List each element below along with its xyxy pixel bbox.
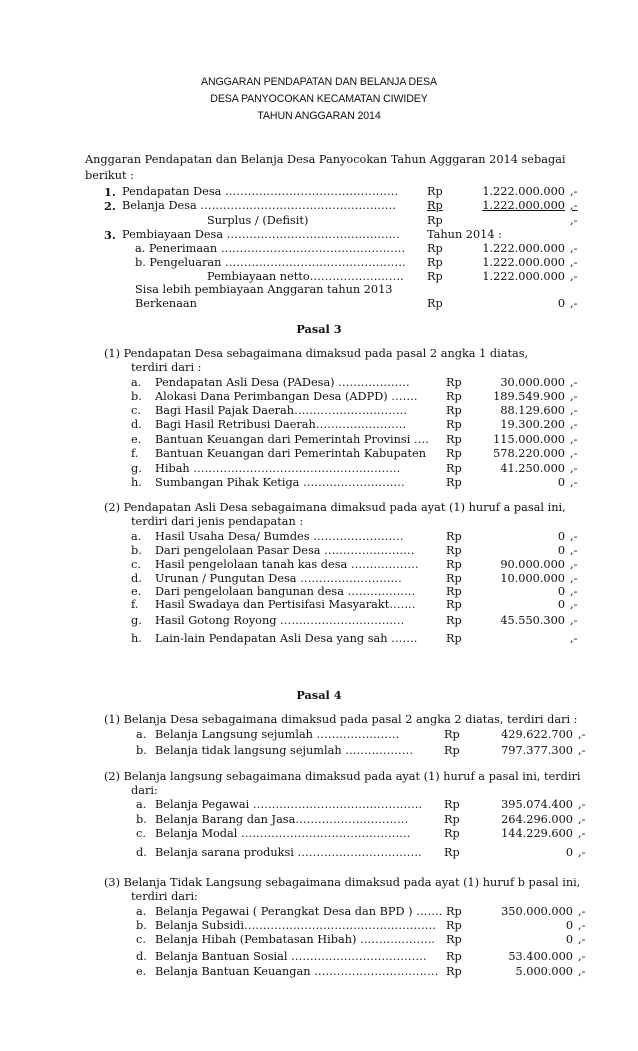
- currency-label: Rp: [446, 447, 462, 460]
- item-letter: h.: [131, 476, 142, 489]
- currency-label: Rp: [446, 933, 462, 946]
- amount: 429.622.700: [501, 728, 573, 741]
- amount: 45.550.300: [500, 614, 565, 627]
- paragraph-line: terdiri dari :: [131, 361, 202, 374]
- summary-label: Berkenaan: [135, 297, 197, 310]
- amount: 88.129.600: [500, 404, 565, 417]
- currency-label: Rp: [446, 530, 462, 543]
- amount: 53.400.000: [508, 950, 573, 963]
- summary-label: a. Penerimaan ………………………………………….: [135, 242, 406, 255]
- amount-suffix: ,-: [578, 846, 586, 859]
- item-label: Belanja Bantuan Keuangan ……………………………: [155, 965, 439, 978]
- item-letter: c.: [131, 558, 141, 571]
- item-label: Belanja Bantuan Sosial ………………………………: [155, 950, 427, 963]
- currency-label: Rp: [446, 614, 462, 627]
- currency-label: Rp: [427, 199, 443, 212]
- currency-label: Rp: [446, 418, 462, 431]
- currency-label: Rp: [444, 827, 460, 840]
- amount: 1.222.000.000: [482, 270, 565, 283]
- amount-suffix: ,-: [570, 418, 578, 431]
- amount: 0: [557, 530, 565, 543]
- amount: 0: [557, 585, 565, 598]
- item-letter: d.: [131, 418, 142, 431]
- summary-label: Sisa lebih pembiayaan Anggaran tahun 2013: [135, 283, 393, 296]
- item-label: Belanja Pegawai ………………………………………: [155, 798, 423, 811]
- item-label: Pendapatan Asli Desa (PADesa) ……………….: [155, 376, 410, 389]
- item-letter: g.: [131, 462, 142, 475]
- currency-label: Rp: [446, 919, 462, 932]
- currency-label: Rp: [446, 404, 462, 417]
- amount-suffix: ,-: [570, 558, 578, 571]
- currency-label: Rp: [427, 214, 443, 227]
- amount-suffix: ,-: [570, 544, 578, 557]
- intro-line1: Anggaran Pendapatan dan Belanja Desa Panyocokan Tahun Agggaran 2014 sebagai: [85, 153, 566, 166]
- amount-suffix: ,-: [570, 598, 578, 611]
- summary-label: Pembiayaan netto…………………….: [207, 270, 404, 283]
- amount: 0: [557, 297, 565, 310]
- amount-suffix: ,-: [570, 632, 578, 645]
- paragraph-line: (2) Belanja langsung sebagaimana dimaksud pada ayat (1) huruf a pasal ini, terdiri: [104, 770, 581, 783]
- summary-number: 3.: [104, 228, 116, 242]
- amount-suffix: ,-: [578, 744, 586, 757]
- amount-suffix: ,-: [570, 214, 578, 227]
- currency-label: Rp: [427, 185, 443, 198]
- currency-label: Rp: [444, 846, 460, 859]
- currency-label: Rp: [446, 905, 462, 918]
- amount-suffix: ,-: [578, 919, 586, 932]
- amount: 0: [557, 544, 565, 557]
- currency-label: Rp: [446, 390, 462, 403]
- amount: 90.000.000: [500, 558, 565, 571]
- currency-label: Rp: [446, 598, 462, 611]
- amount-suffix: ,-: [570, 462, 578, 475]
- amount: 19.300.200: [500, 418, 565, 431]
- item-letter: d.: [136, 950, 147, 963]
- currency-label: Rp: [444, 728, 460, 741]
- doc-title-line2: DESA PANYOCOKAN KECAMATAN CIWIDEY: [210, 93, 428, 105]
- item-label: Lain-lain Pendapatan Asli Desa yang sah …….: [155, 632, 418, 645]
- amount: 1.222.000.000: [482, 199, 565, 212]
- amount-suffix: ,-: [578, 905, 586, 918]
- currency-label: Rp: [444, 744, 460, 757]
- summary-label: Pendapatan Desa ……………………………………….: [122, 185, 399, 198]
- amount-suffix: ,-: [570, 572, 578, 585]
- intro-line2: berikut :: [85, 169, 134, 182]
- amount: 41.250.000: [500, 462, 565, 475]
- item-letter: a.: [136, 798, 147, 811]
- amount: 578.220.000: [493, 447, 565, 460]
- item-label: Bagi Hasil Pajak Daerah…………………………: [155, 404, 408, 417]
- item-label: Belanja Langsung sejumlah ………………….: [155, 728, 400, 741]
- amount: 0: [557, 598, 565, 611]
- item-letter: e.: [131, 433, 142, 446]
- amount: 1.222.000.000: [482, 242, 565, 255]
- item-letter: a.: [136, 728, 147, 741]
- item-letter: c.: [136, 933, 146, 946]
- item-label: Belanja sarana produksi ……………………………: [155, 846, 422, 859]
- amount: 395.074.400: [501, 798, 573, 811]
- item-label: Hasil Swadaya dan Pertisifasi Masyarakt…….: [155, 598, 416, 611]
- currency-label: Rp: [446, 572, 462, 585]
- currency-label: Rp: [427, 242, 443, 255]
- paragraph-line: terdiri dari jenis pendapatan :: [131, 515, 304, 528]
- item-label: Hasil Usaha Desa/ Bumdes ……………………: [155, 530, 404, 543]
- item-label: Dari pengelolaan bangunan desa ………………: [155, 585, 416, 598]
- currency-label: Rp: [446, 558, 462, 571]
- doc-title-line3: TAHUN ANGGARAN 2014: [257, 110, 381, 122]
- currency-label: Rp: [446, 585, 462, 598]
- item-label: Hibah ……………………………………………….: [155, 462, 401, 475]
- currency-label: Rp: [444, 798, 460, 811]
- item-letter: e.: [131, 585, 142, 598]
- item-label: Belanja Modal ………………………………………: [155, 827, 411, 840]
- currency-label: Rp: [446, 433, 462, 446]
- item-label: Bagi Hasil Retribusi Daerah……………………: [155, 418, 407, 431]
- amount-suffix: ,-: [570, 270, 578, 283]
- amount: 1.222.000.000: [482, 185, 565, 198]
- item-label: Hasil pengelolaan tanah kas desa ………………: [155, 558, 419, 571]
- amount: 350.000.000: [501, 905, 573, 918]
- item-letter: g.: [131, 614, 142, 627]
- currency-label: Rp: [446, 950, 462, 963]
- paragraph-line: terdiri dari:: [131, 890, 198, 903]
- item-label: Hasil Gotong Royong ……………………………: [155, 614, 405, 627]
- currency-label: Rp: [427, 270, 443, 283]
- amount-suffix: ,-: [570, 297, 578, 310]
- amount-suffix: ,-: [570, 433, 578, 446]
- amount-suffix: ,-: [570, 242, 578, 255]
- item-letter: b.: [136, 813, 147, 826]
- paragraph-line: (1) Pendapatan Desa sebagaimana dimaksud pada pasal 2 angka 1 diatas,: [104, 347, 529, 360]
- amount-suffix: ,-: [578, 965, 586, 978]
- item-label: Dari pengelolaan Pasar Desa ……………………: [155, 544, 415, 557]
- amount-suffix: ,-: [570, 447, 578, 460]
- summary-label: Pembiayaan Desa ……………………………………….: [122, 228, 400, 241]
- amount: 0: [565, 933, 573, 946]
- amount: 0: [557, 476, 565, 489]
- summary-number: 1.: [104, 185, 116, 199]
- item-letter: d.: [131, 572, 142, 585]
- amount-suffix: ,-: [578, 950, 586, 963]
- item-letter: b.: [131, 390, 142, 403]
- currency-label: Rp: [446, 544, 462, 557]
- item-letter: b.: [136, 744, 147, 757]
- amount-suffix: ,-: [570, 376, 578, 389]
- item-label: Urunan / Pungutan Desa ………………………: [155, 572, 402, 585]
- amount-suffix: ,-: [570, 390, 578, 403]
- currency-label: Rp: [444, 813, 460, 826]
- amount: 5.000.000: [515, 965, 573, 978]
- item-label: Bantuan Keuangan dari Pemerintah Provinsi ….: [155, 433, 429, 446]
- amount: 1.222.000.000: [482, 256, 565, 269]
- paragraph-line: (1) Belanja Desa sebagaimana dimaksud pada pasal 2 angka 2 diatas, terdiri dari :: [104, 713, 578, 726]
- summary-label: b. Pengeluaran …………………………………………: [135, 256, 406, 269]
- amount: 30.000.000: [500, 376, 565, 389]
- currency-label: Rp: [427, 297, 443, 310]
- amount: 10.000.000: [500, 572, 565, 585]
- amount-suffix: ,-: [570, 585, 578, 598]
- item-letter: h.: [131, 632, 142, 645]
- item-label: Alokasi Dana Perimbangan Desa (ADPD) …….: [155, 390, 418, 403]
- amount-suffix: ,-: [578, 813, 586, 826]
- item-letter: a.: [136, 905, 147, 918]
- amount-suffix: ,-: [578, 728, 586, 741]
- amount: 144.229.600: [501, 827, 573, 840]
- item-letter: f.: [131, 447, 139, 460]
- amount: 264.296.000: [501, 813, 573, 826]
- item-label: Belanja Hibah (Pembatasan Hibah) ………………..: [155, 933, 435, 946]
- summary-label: Belanja Desa …………………………………………….: [122, 199, 396, 212]
- amount: 0: [565, 919, 573, 932]
- item-label: Belanja Subsidi……………………………………………: [155, 919, 436, 932]
- item-letter: b.: [131, 544, 142, 557]
- currency-label: Rp: [446, 476, 462, 489]
- amount-suffix: ,-: [570, 256, 578, 269]
- item-letter: c.: [131, 404, 141, 417]
- item-label: Sumbangan Pihak Ketiga ………………………: [155, 476, 405, 489]
- currency-label: Rp: [446, 632, 462, 645]
- item-letter: c.: [136, 827, 146, 840]
- summary-number: 2.: [104, 199, 116, 213]
- section-title: Pasal 3: [296, 322, 342, 336]
- item-label: Belanja Pegawai ( Perangkat Desa dan BPD ) …….: [155, 905, 443, 918]
- item-label: Belanja Barang dan Jasa…………………………: [155, 813, 409, 826]
- item-letter: b.: [136, 919, 147, 932]
- amount: 115.000.000: [493, 433, 565, 446]
- amount-suffix: ,-: [578, 933, 586, 946]
- fiscal-year: Tahun 2014 :: [427, 228, 502, 241]
- amount-suffix: ,-: [570, 185, 578, 198]
- item-label: Belanja tidak langsung sejumlah ………………: [155, 744, 413, 757]
- item-letter: f.: [131, 598, 139, 611]
- section-title: Pasal 4: [296, 688, 342, 702]
- amount-suffix: ,-: [570, 530, 578, 543]
- currency-label: Rp: [446, 965, 462, 978]
- currency-label: Rp: [446, 462, 462, 475]
- summary-label: Surplus / (Defisit): [207, 214, 309, 227]
- doc-title-line1: ANGGARAN PENDAPATAN DAN BELANJA DESA: [201, 76, 437, 88]
- amount-suffix: ,-: [570, 199, 578, 212]
- paragraph-line: (3) Belanja Tidak Langsung sebagaimana dimaksud pada ayat (1) huruf b pasal ini,: [104, 876, 581, 889]
- amount-suffix: ,-: [570, 476, 578, 489]
- paragraph-line: (2) Pendapatan Asli Desa sebagaimana dimaksud pada ayat (1) huruf a pasal ini,: [104, 501, 566, 514]
- item-letter: a.: [131, 530, 142, 543]
- item-letter: a.: [131, 376, 142, 389]
- amount: 0: [565, 846, 573, 859]
- amount-suffix: ,-: [570, 404, 578, 417]
- amount-suffix: ,-: [578, 827, 586, 840]
- amount-suffix: ,-: [578, 798, 586, 811]
- currency-label: Rp: [446, 376, 462, 389]
- item-letter: e.: [136, 965, 147, 978]
- amount: 189.549.900: [493, 390, 565, 403]
- paragraph-line: dari:: [131, 784, 158, 797]
- amount-suffix: ,-: [570, 614, 578, 627]
- amount: 797.377.300: [501, 744, 573, 757]
- item-letter: d.: [136, 846, 147, 859]
- item-label: Bantuan Keuangan dari Pemerintah Kabupaten: [155, 447, 426, 460]
- currency-label: Rp: [427, 256, 443, 269]
